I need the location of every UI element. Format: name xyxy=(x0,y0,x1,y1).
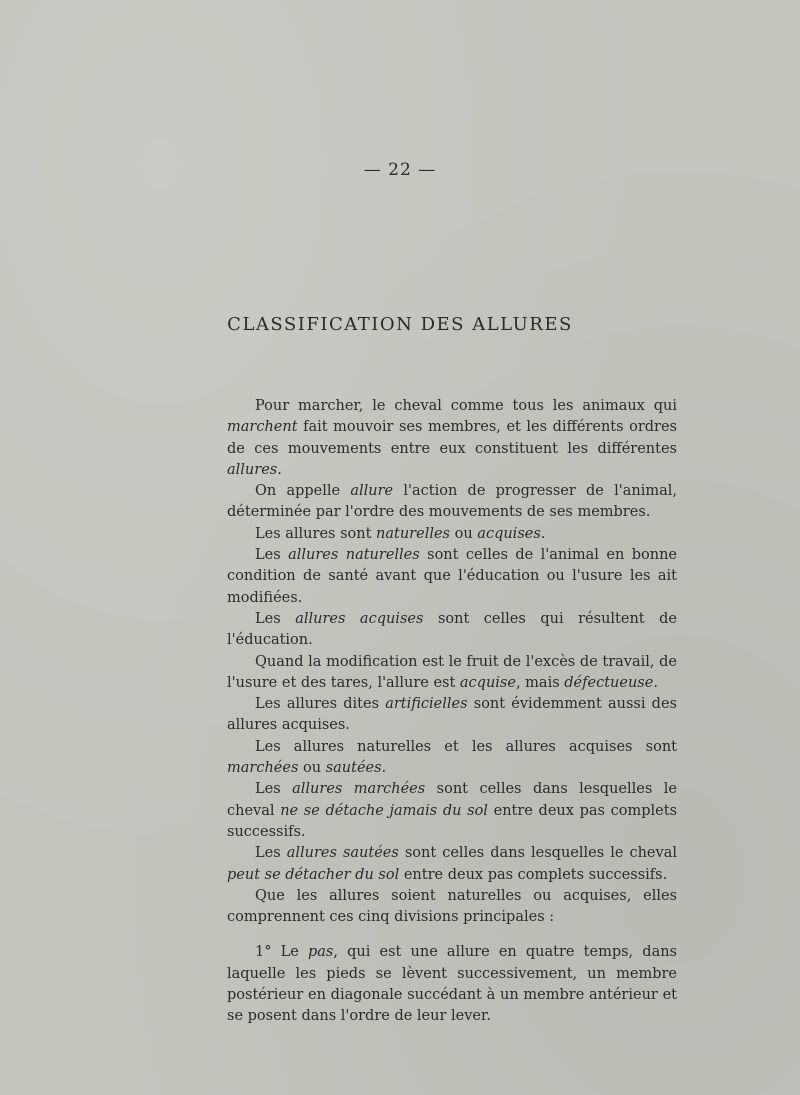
paragraph xyxy=(227,843,677,886)
paragraph xyxy=(227,737,677,780)
emphasis-text: allure xyxy=(350,483,394,500)
paragraph-text: On appelle xyxy=(255,483,351,500)
paragraph-text: Les allures sont xyxy=(255,525,377,542)
paragraph-text: Les xyxy=(255,547,289,564)
emphasis-text: naturelles xyxy=(376,525,450,542)
emphasis-text: artificielles xyxy=(385,696,468,713)
paragraph xyxy=(227,396,677,481)
paragraph-text: entre deux pas complets successifs. xyxy=(227,802,678,840)
emphasis-text: pas xyxy=(307,944,334,961)
emphasis-text: acquises xyxy=(477,525,541,542)
paragraph-text: ou xyxy=(298,760,326,777)
paragraph-text: Les xyxy=(255,610,296,627)
paragraph-text: sont celles de l'animal en bonne condition de santé avant que l'éducation ou l'usure les ait modifiées. xyxy=(227,547,677,606)
paragraph-text: Les xyxy=(255,845,287,862)
page-number: — 22 — xyxy=(363,160,437,180)
emphasis-text: acquise xyxy=(459,674,516,691)
emphasis-text: allures xyxy=(227,461,278,478)
paragraph-text: Quand la modification est le fruit de l'excès de travail, de l'usure et des tares, l'allure est xyxy=(227,653,677,691)
paragraph xyxy=(227,652,677,695)
paragraph-text: 1° Le xyxy=(255,944,308,961)
paragraph-text: Les allures naturelles et les allures acquises sont xyxy=(255,738,677,755)
paragraph xyxy=(227,694,677,737)
emphasis-text: allures acquises xyxy=(295,610,424,627)
paragraph-text: . xyxy=(540,525,546,542)
paragraph-text: , mais xyxy=(515,674,565,691)
emphasis-text: défectueuse xyxy=(564,674,654,691)
emphasis-text: marchées xyxy=(227,760,299,777)
paragraph-text: Pour marcher, le cheval comme tous les animaux qui xyxy=(255,398,677,414)
paragraph-text: entre deux pas complets successifs. xyxy=(399,866,668,883)
paragraph-text: ou xyxy=(450,525,478,542)
paragraph-text: Les allures dites xyxy=(255,696,386,713)
paragraph-text: Que les allures soient naturelles ou acquises, elles comprennent ces cinq divisions principales : xyxy=(227,887,677,926)
list-item xyxy=(227,942,677,1027)
emphasis-text: sautées xyxy=(325,760,382,777)
paragraph-text: Les xyxy=(255,781,293,798)
paragraph-text: fait mouvoir ses membres, et les différents ordres de ces mouvements entre eux constituent les différentes xyxy=(227,419,677,457)
emphasis-text: peut se détacher du sol xyxy=(227,866,400,883)
paragraph-text: . xyxy=(381,760,387,777)
paragraph xyxy=(227,779,677,843)
paragraph xyxy=(227,545,677,609)
paragraph-text: sont évidemment aussi des allures acquises. xyxy=(227,696,677,734)
emphasis-text: allures marchées xyxy=(292,781,426,798)
emphasis-text: ne se détache jamais du sol xyxy=(280,802,488,819)
body-text xyxy=(227,396,677,1028)
paragraph xyxy=(227,481,677,524)
paragraph xyxy=(227,886,677,929)
emphasis-text: allures sautées xyxy=(286,845,399,862)
section-heading: CLASSIFICATION DES ALLURES xyxy=(227,314,573,335)
paragraph-text: l'action de progresser de l'animal, déterminée par l'ordre des mouvements de ses membres. xyxy=(227,483,677,521)
paragraph-text: sont celles dans lesquelles le cheval xyxy=(227,781,677,819)
paragraph-text: sont celles dans lesquelles le cheval xyxy=(398,845,677,862)
paragraph-text: . xyxy=(277,461,282,478)
emphasis-text: marchent xyxy=(227,419,298,436)
emphasis-text: allures naturelles xyxy=(288,547,420,564)
paragraph-text: sont celles qui résultent de l'éducation. xyxy=(227,610,678,649)
paragraph-text: , qui est une allure en quatre temps, dans laquelle les pieds se lèvent successivement, un membre postérieur en diagonale succédant à un membre antérieur et se posent dans l'ordre de leur lever. xyxy=(227,944,677,1025)
paragraph-text: . xyxy=(653,674,658,691)
paragraph xyxy=(227,609,677,652)
paragraph xyxy=(227,524,677,545)
